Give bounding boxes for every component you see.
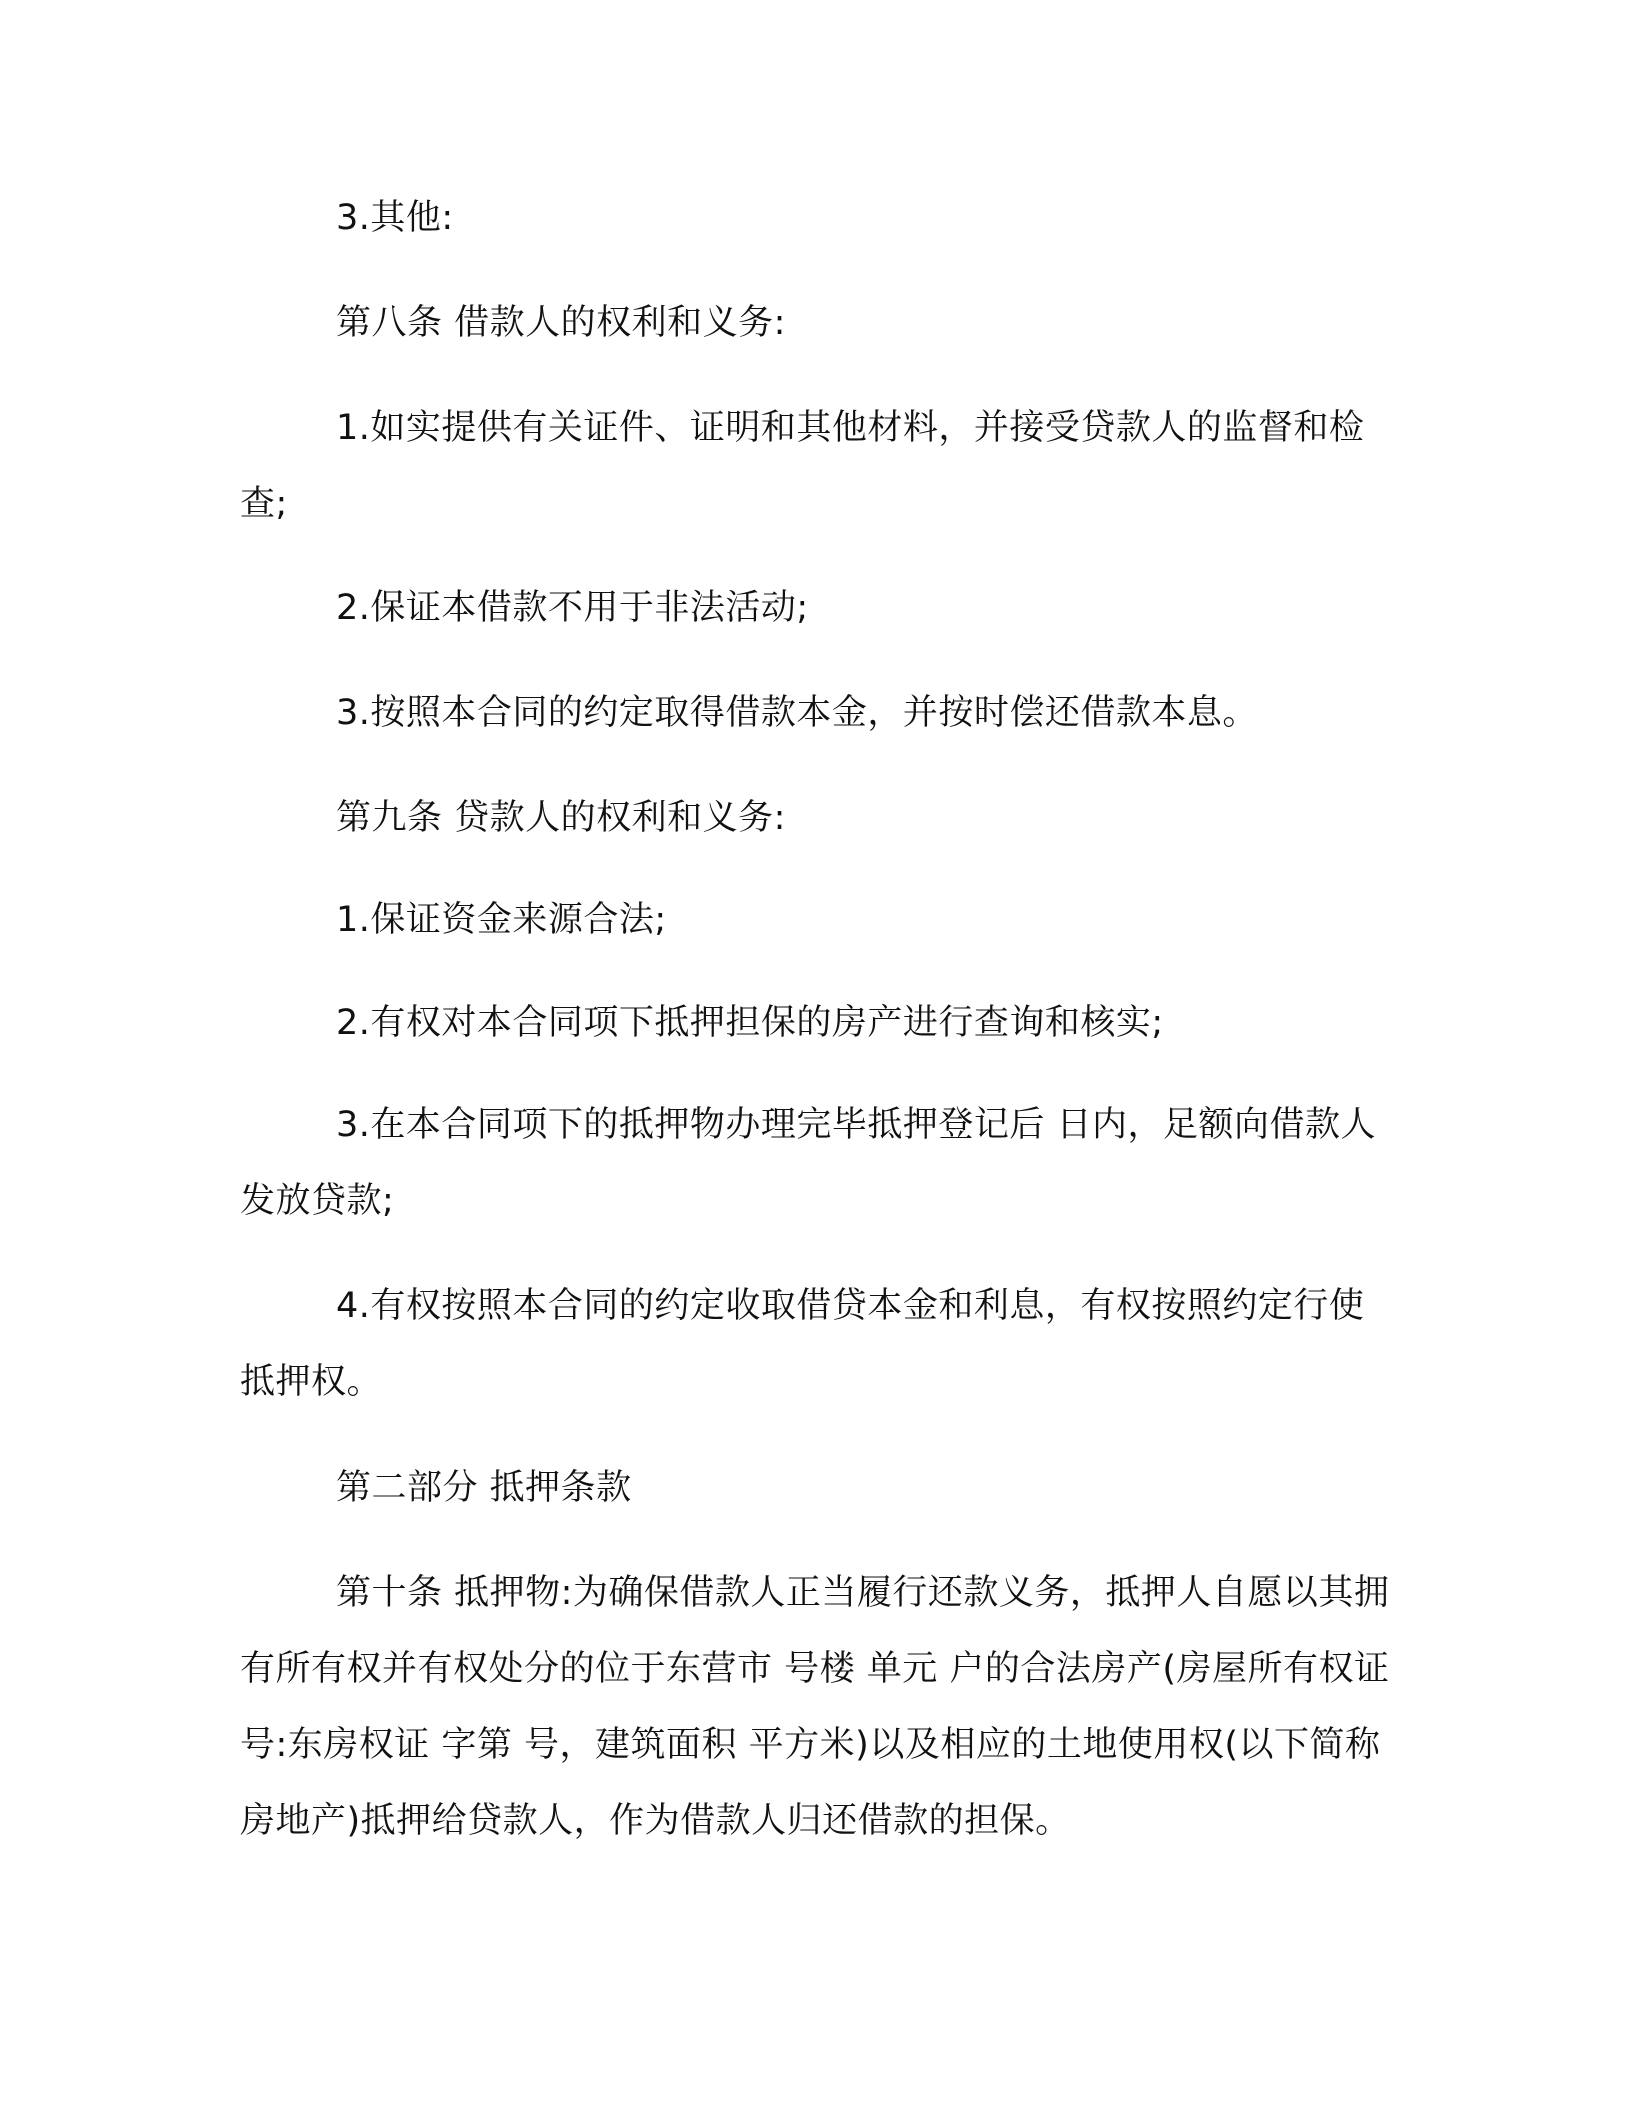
article-9-item-3: 3.在本合同项下的抵押物办理完毕抵押登记后 日内，足额向借款人发放贷款; bbox=[240, 1105, 1377, 1221]
article-10-mortgage: 第十条 抵押物:为确保借款人正当履行还款义务，抵押人自愿以其拥有所有权并有权处分的位于东营市 号楼 单元 户的合法房产(房屋所有权证号:东房权证 字第 号，建筑面积 平方米)以及相应的土地使用权(以下简称房地产)抵押给贷款人，作为借款人归还借款的担保。 bbox=[240, 1573, 1390, 1841]
article-9-item-1: 1.保证资金来源合法; bbox=[336, 900, 667, 940]
article-8-item-3: 3.按照本合同的约定取得借款本金，并按时偿还借款本息。 bbox=[336, 693, 1258, 733]
article-8-item-2: 2.保证本借款不用于非法活动; bbox=[336, 588, 809, 628]
article-8-heading: 第八条 借款人的权利和义务: bbox=[336, 303, 786, 343]
article-9-item-2: 2.有权对本合同项下抵押担保的房产进行查询和核实; bbox=[336, 1003, 1164, 1043]
article-9-item-4: 4.有权按照本合同的约定收取借贷本金和利息，有权按照约定行使抵押权。 bbox=[240, 1286, 1365, 1402]
part-2-heading: 第二部分 抵押条款 bbox=[336, 1468, 632, 1508]
paragraph-other: 3.其他: bbox=[336, 198, 454, 238]
article-9-heading: 第九条 贷款人的权利和义务: bbox=[336, 798, 786, 838]
article-8-item-1: 1.如实提供有关证件、证明和其他材料，并接受贷款人的监督和检查; bbox=[240, 408, 1365, 524]
